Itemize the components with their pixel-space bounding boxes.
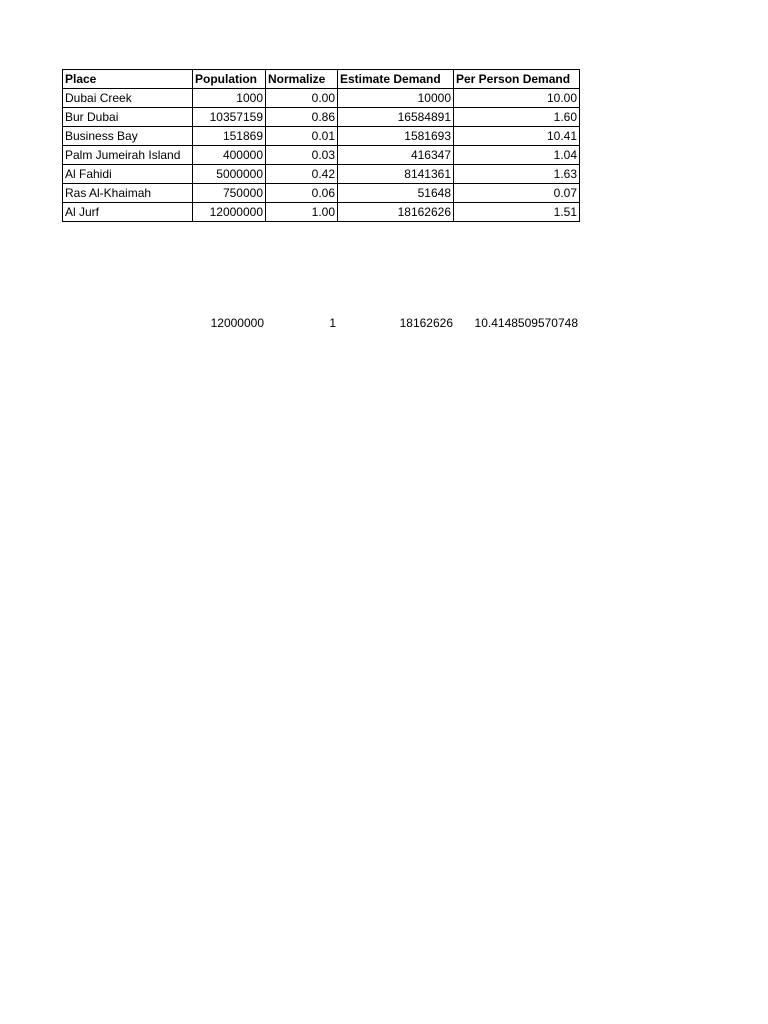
cell-place[interactable]: Business Bay bbox=[63, 127, 193, 146]
cell-population[interactable]: 5000000 bbox=[193, 165, 266, 184]
cell-place[interactable]: Dubai Creek bbox=[63, 89, 193, 108]
table-row bbox=[63, 108, 580, 127]
cell-normalize[interactable]: 0.42 bbox=[266, 165, 338, 184]
cell-estimate-demand[interactable]: 8141361 bbox=[338, 165, 454, 184]
cell-population[interactable]: 750000 bbox=[193, 184, 266, 203]
cell-normalize[interactable]: 0.01 bbox=[266, 127, 338, 146]
cell-population[interactable]: 1000 bbox=[193, 89, 266, 108]
cell-normalize[interactable]: 0.00 bbox=[266, 89, 338, 108]
total-normalize[interactable]: 1 bbox=[329, 316, 336, 330]
cell-per-person-demand[interactable]: 1.63 bbox=[454, 165, 580, 184]
cell-estimate-demand[interactable]: 16584891 bbox=[338, 108, 454, 127]
cell-place[interactable]: Bur Dubai bbox=[63, 108, 193, 127]
demand-table bbox=[62, 69, 580, 222]
header-per-person-demand[interactable]: Per Person Demand bbox=[454, 70, 580, 89]
total-per-person-demand[interactable]: 10.4148509570748 bbox=[474, 316, 578, 330]
table-row bbox=[63, 146, 580, 165]
spreadsheet bbox=[62, 69, 580, 330]
cell-normalize[interactable]: 0.86 bbox=[266, 108, 338, 127]
header-estimate-demand[interactable]: Estimate Demand bbox=[338, 70, 454, 89]
table-row bbox=[63, 165, 580, 184]
cell-place[interactable]: Palm Jumeirah Island bbox=[63, 146, 193, 165]
cell-per-person-demand[interactable]: 10.41 bbox=[454, 127, 580, 146]
cell-per-person-demand[interactable]: 0.07 bbox=[454, 184, 580, 203]
cell-estimate-demand[interactable]: 51648 bbox=[338, 184, 454, 203]
cell-place[interactable]: Ras Al-Khaimah bbox=[63, 184, 193, 203]
table-row bbox=[63, 127, 580, 146]
cell-normalize[interactable]: 1.00 bbox=[266, 203, 338, 222]
table-row bbox=[63, 184, 580, 203]
cell-place[interactable]: Al Fahidi bbox=[63, 165, 193, 184]
cell-estimate-demand[interactable]: 1581693 bbox=[338, 127, 454, 146]
cell-population[interactable]: 400000 bbox=[193, 146, 266, 165]
total-estimate-demand[interactable]: 18162626 bbox=[399, 316, 453, 330]
header-population[interactable]: Population bbox=[193, 70, 266, 89]
cell-per-person-demand[interactable]: 1.04 bbox=[454, 146, 580, 165]
cell-normalize[interactable]: 0.03 bbox=[266, 146, 338, 165]
cell-estimate-demand[interactable]: 18162626 bbox=[338, 203, 454, 222]
cell-per-person-demand[interactable]: 1.51 bbox=[454, 203, 580, 222]
header-row bbox=[63, 70, 580, 89]
header-place[interactable]: Place bbox=[63, 70, 193, 89]
cell-normalize[interactable]: 0.06 bbox=[266, 184, 338, 203]
cell-population[interactable]: 12000000 bbox=[193, 203, 266, 222]
cell-per-person-demand[interactable]: 1.60 bbox=[454, 108, 580, 127]
table-row bbox=[63, 203, 580, 222]
header-normalize[interactable]: Normalize bbox=[266, 70, 338, 89]
cell-per-person-demand[interactable]: 10.00 bbox=[454, 89, 580, 108]
cell-population[interactable]: 10357159 bbox=[193, 108, 266, 127]
cell-estimate-demand[interactable]: 416347 bbox=[338, 146, 454, 165]
cell-estimate-demand[interactable]: 10000 bbox=[338, 89, 454, 108]
table-row bbox=[63, 89, 580, 108]
cell-place[interactable]: Al Jurf bbox=[63, 203, 193, 222]
total-population[interactable]: 12000000 bbox=[210, 316, 264, 330]
cell-population[interactable]: 151869 bbox=[193, 127, 266, 146]
